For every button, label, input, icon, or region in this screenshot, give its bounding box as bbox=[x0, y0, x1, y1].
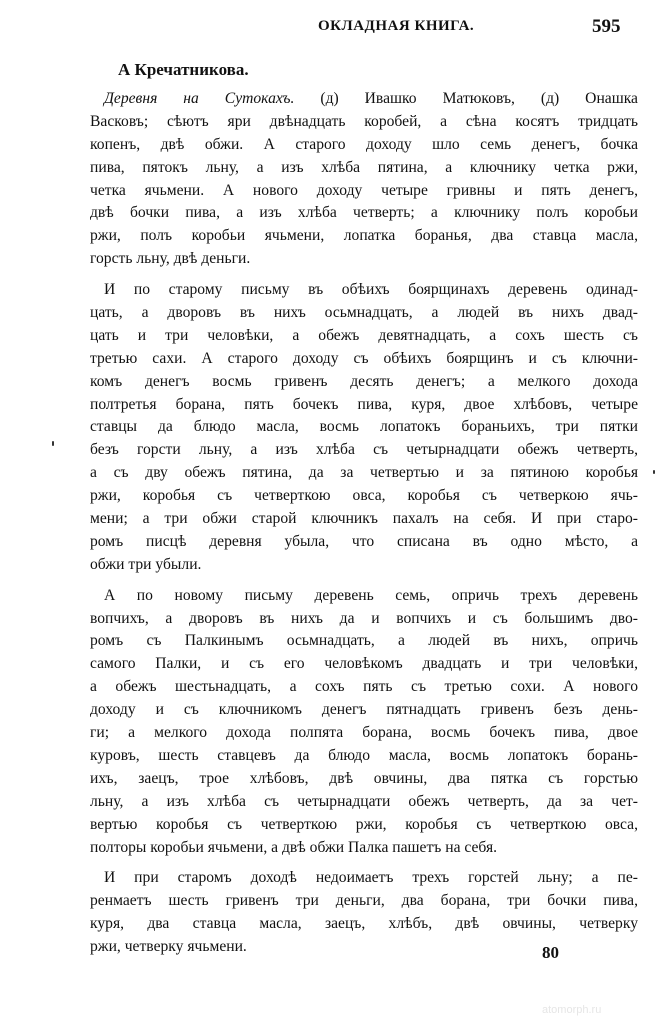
paragraph bbox=[90, 585, 638, 860]
text-line bbox=[90, 653, 638, 676]
line-text: самого Палки, и съ его человѣкомъ двадцать и три человѣки, bbox=[90, 655, 638, 673]
text-line bbox=[90, 890, 638, 913]
line-text: комъ денегъ восмь гривенъ десять денегъ; а мелкого дохода bbox=[90, 372, 638, 390]
line-text: ги; а мелкого дохода полпята борана, восмь бочекъ пива, двое bbox=[90, 724, 638, 742]
text-line bbox=[90, 485, 638, 508]
line-text: обжи три убыли. bbox=[90, 555, 202, 573]
text-line bbox=[90, 867, 638, 890]
text-line bbox=[90, 439, 638, 462]
paragraph bbox=[90, 88, 638, 271]
text-line bbox=[90, 111, 638, 134]
text-line bbox=[90, 837, 638, 860]
text-line bbox=[90, 814, 638, 837]
text-line bbox=[90, 202, 638, 225]
text-line bbox=[90, 676, 638, 699]
line-text: ихъ, заецъ, трое хлѣбовъ, двѣ овчины, два пятка съ горстью bbox=[90, 769, 638, 787]
line-text: а съ дву обежъ пятина, да за четвертью и за пятиною коробья bbox=[90, 464, 638, 482]
section-heading: А Кречатникова. bbox=[118, 60, 249, 79]
text-line bbox=[90, 416, 638, 439]
line-text: горсть льну, двѣ деньги. bbox=[90, 250, 251, 268]
line-text: ромъ писцѣ деревня убыла, что списана въ одно мѣсто, а bbox=[90, 532, 638, 550]
line-text: куровъ, шесть ставцевъ да блюдо масла, восмь лопатокъ борань- bbox=[90, 746, 638, 764]
line-text: цать и три человѣки, а обежъ девятнадцать, а сохъ шесть съ bbox=[90, 326, 638, 344]
text-line bbox=[90, 913, 638, 936]
line-text: доходу и съ ключникомъ денегъ пятнадцать гривенъ безъ день- bbox=[90, 701, 638, 719]
line-text: а обежъ шестьнадцать, а сохъ пять съ третью сохи. А нового bbox=[90, 678, 638, 696]
text-line bbox=[90, 134, 638, 157]
text-line bbox=[90, 554, 638, 577]
line-text: льну, а изъ хлѣба съ четырнадцати обежъ четверть, да за чет- bbox=[90, 792, 638, 810]
text-line bbox=[90, 791, 638, 814]
text-line bbox=[90, 699, 638, 722]
text-line bbox=[90, 608, 638, 631]
text-line bbox=[90, 745, 638, 768]
print-speck bbox=[653, 470, 655, 474]
text-line bbox=[90, 248, 638, 271]
signature-mark: 80 bbox=[542, 943, 559, 962]
page-number: 595 bbox=[592, 16, 621, 37]
text-line bbox=[90, 371, 638, 394]
print-speck bbox=[52, 441, 54, 446]
text-line bbox=[90, 630, 638, 653]
body-text bbox=[90, 88, 638, 967]
line-text: А по новому письму деревень семь, опричь трехъ деревень bbox=[104, 586, 638, 604]
running-head bbox=[0, 18, 669, 42]
line-text: мени; а три обжи старой ключникъ пахалъ на себя. И при старо- bbox=[90, 510, 638, 528]
line-text: ромъ съ Палкинымъ осьмнадцать, а людей въ нихъ, опричь bbox=[90, 632, 638, 650]
text-line bbox=[90, 722, 638, 745]
text-line bbox=[90, 462, 638, 485]
line-text: ржи, коробья съ четверткою овса, коробья съ четверкою ячь- bbox=[90, 487, 638, 505]
text-line bbox=[90, 531, 638, 554]
line-text: безъ горсти льну, а изъ хлѣба съ четырнадцати обежъ четверть, bbox=[90, 441, 638, 459]
text-line bbox=[90, 302, 638, 325]
text-line bbox=[90, 508, 638, 531]
text-line bbox=[90, 394, 638, 417]
line-text: вопчихъ, а дворовъ въ нихъ да и вопчихъ и съ большимъ дво- bbox=[90, 609, 638, 627]
watermark: atomorph.ru bbox=[542, 1004, 602, 1016]
line-text: ставцы да блюдо масла, восмь лопатокъ бораньихъ, три пятки bbox=[90, 418, 638, 436]
line-text: двѣ бочки пива, а изъ хлѣба четверть; а ключнику полъ коробьи bbox=[90, 204, 638, 222]
line-text: четка ячьмени. А нового доходу четыре гривны и пять денегъ, bbox=[90, 181, 638, 199]
text-line bbox=[90, 585, 638, 608]
text-line bbox=[90, 157, 638, 180]
paragraph bbox=[90, 279, 638, 577]
text-line bbox=[90, 768, 638, 791]
line-text: куря, два ставца масла, заецъ, хлѣбъ, двѣ овчины, четверку bbox=[90, 915, 638, 933]
line-text: И по старому письму въ обѣихъ боярщинахъ деревень одинад- bbox=[104, 281, 638, 299]
line-text: третью сахи. А старого доходу съ обѣихъ боярщинъ и съ ключни- bbox=[90, 349, 638, 367]
text-line bbox=[90, 225, 638, 248]
text-line bbox=[90, 325, 638, 348]
line-text: ренмаетъ шесть гривенъ три деньги, два борана, три бочки пива, bbox=[90, 892, 638, 910]
text-line bbox=[90, 348, 638, 371]
line-text: вертью коробья съ четверткою ржи, коробья съ четверткою овса, bbox=[90, 815, 638, 833]
line-text: полторы коробьи ячьмени, а двѣ обжи Палка пашетъ на себя. bbox=[90, 838, 498, 856]
line-text: ржи, полъ коробьи ячьмени, лопатка боранья, два ставца масла, bbox=[90, 227, 638, 245]
line-text: ржи, четверку ячьмени. bbox=[90, 938, 247, 956]
line-text: цать, а дворовъ въ нихъ осьмнадцать, а людей въ нихъ двад- bbox=[90, 304, 638, 322]
line-text: (д) Ивашко Матюковъ, (д) Онашка bbox=[294, 90, 638, 107]
line-text: полтретья борана, пять бочекъ пива, куря, двое хлѣбовъ, четыре bbox=[90, 395, 638, 413]
line-text: И при старомъ доходѣ недоимаетъ трехъ горстей льну; а пе- bbox=[104, 869, 638, 887]
line-text: пива, пятокъ льну, а изъ хлѣба пятина, а ключнику четка ржи, bbox=[90, 158, 638, 176]
italic-place-name: Деревня на Сутокахъ. bbox=[104, 90, 295, 107]
running-title: ОКЛАДНАЯ КНИГА. bbox=[318, 18, 475, 34]
text-line bbox=[90, 279, 638, 302]
line-text: копенъ, двѣ обжи. А старого доходу шло семь денегъ, бочка bbox=[90, 135, 638, 153]
text-line bbox=[90, 88, 638, 111]
line-text: Васковъ; сѣютъ яри двѣнадцать коробей, а сѣна косятъ тридцать bbox=[90, 112, 638, 130]
text-line bbox=[90, 180, 638, 203]
